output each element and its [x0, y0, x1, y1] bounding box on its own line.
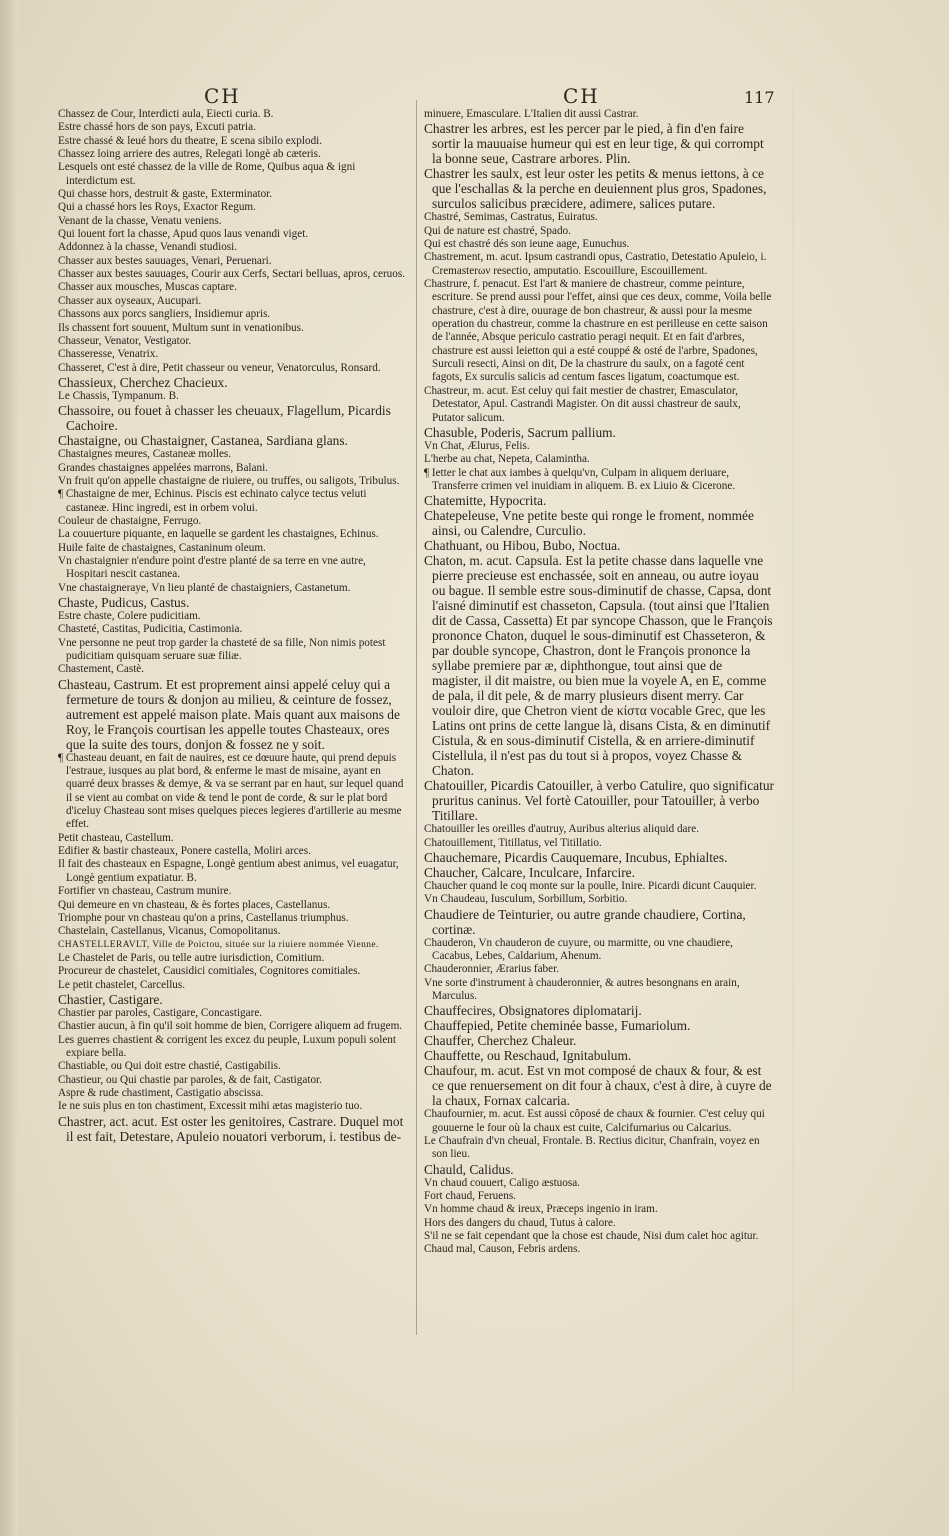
dictionary-entry: Chasser aux bestes sauuages, Courir aux Cerfs, Sectari belluas, apros, ceruos.: [58, 268, 406, 281]
dictionary-entry: Chauffette, ou Reschaud, Ignitabulum.: [424, 1048, 632, 1064]
dictionary-entry: Chastaignes meures, Castaneæ molles.: [58, 448, 232, 461]
dictionary-entry: Chastrer les arbres, est les percer par le pied, à fin d'en faire sortir la mauuaise humeur qui est en leur tige, & qui corrompt la bonne seue, Castrare arbores. Plin.: [424, 121, 764, 167]
dictionary-entry: Chasseret, C'est à dire, Petit chasseur ou veneur, Venatorculus, Ronsard.: [58, 361, 381, 374]
dictionary-entry: Grandes chastaignes appelées marrons, Balani.: [58, 461, 269, 474]
dictionary-entry: Chauffer, Cherchez Chaleur.: [424, 1033, 577, 1049]
dictionary-entry: Ie ne suis plus en ton chastiment, Excessit mihi ætas magisterio tuo.: [58, 1100, 363, 1113]
right-running-head: CH: [563, 84, 600, 108]
dictionary-entry: Chathuant, ou Hibou, Bubo, Noctua.: [424, 538, 621, 554]
dictionary-entry: ¶ Chasteau deuant, en fait de nauires, est ce dœuure haute, qui prend depuis l'estraue, iusques au plat bord, & enferme le mast de misaine, ayant en quarré deux brasses & demye, & va se serrant par en haut, sur lequel quand il se vient au combat on vide & tend le pont de corde, & sur le plat bord d'iceluy Chasteau sont mises quelques pieces legieres d'artillerie au mesme effet.: [58, 751, 404, 831]
dictionary-entry: La couuerture piquante, en laquelle se gardent les chastaignes, Echinus.: [58, 528, 379, 541]
dictionary-entry: Chasseresse, Venatrix.: [58, 348, 159, 361]
dictionary-entry: Chastrer les saulx, est leur oster les petits & menus iettons, à ce que l'eschallas & la perche en deuiennent plus gros, Spadones, surculos salicibus præcidere, adimere, salices putare.: [424, 166, 767, 212]
dictionary-entry: Huile faite de chastaignes, Castaninum oleum.: [58, 541, 266, 554]
dictionary-entry: Vn Chat, Ælurus, Felis.: [424, 439, 530, 452]
dictionary-entry: Chaucher quand le coq monte sur la poulle, Inire. Picardi dicunt Cauquier.: [424, 879, 757, 892]
dictionary-entry: Chassez de Cour, Interdicti aula, Eiecti curia. B.: [58, 108, 274, 120]
dictionary-entry: Addonnez à la chasse, Venandi studiosi.: [58, 241, 238, 254]
right-column: [424, 108, 774, 1257]
dictionary-entry: Vne personne ne peut trop garder la chasteté de sa fille, Non nimis potest pudicitiam quisquam seruare suæ filiæ.: [58, 636, 386, 663]
dictionary-entry: Le Chassis, Tympanum. B.: [58, 389, 179, 402]
dictionary-entry: ¶ Ietter le chat aux iambes à quelqu'vn, Culpam in aliquem deriuare, Transferre crimen vel inuidiam in aliquem. B. ex Liuio & Cicerone.: [424, 466, 736, 492]
dictionary-entry: Chastré, Semimas, Castratus, Euiratus.: [424, 211, 598, 224]
dictionary-entry: Hors des dangers du chaud, Tutus à calore.: [424, 1216, 616, 1229]
dictionary-entry: Qui chasse hors, destruit & gaste, Exterminator.: [58, 188, 273, 201]
dictionary-entry: Chasteau, Castrum. Et est proprement ainsi appelé celuy qui a fermeture de tours & donjon au milieu, & ceinture de fossez, autrement est appelé maison plate. Mais quant aux maisons de Roy, le François courtisan les appelle toutes Chasteaux, ores que la suite des tours, donjon & fossez ne y soit.: [58, 676, 400, 752]
dictionary-entry: Chauderon, Vn chauderon de cuyure, ou marmitte, ou vne chaudiere, Cacabus, Lebes, Caldarium, Ahenum.: [424, 936, 733, 962]
dictionary-entry: Petit chasteau, Castellum.: [58, 831, 174, 844]
dictionary-entry: Le Chaufrain d'vn cheual, Frontale. B. Rectius dicitur, Chanfrain, voyez en son lieu.: [424, 1135, 760, 1161]
dictionary-entry: Chasseur, Venator, Vestigator.: [58, 334, 192, 347]
dictionary-entry: Chastrure, f. penacut. Est l'art & maniere de chastreur, comme peinture, escriture. Se prend aussi pour l'effet, ainsi que ces deux, comme, Voila belle chastrure, c'est à dire, ouurage de bon chastreur, & aussi pour la mesme operation du chastreur, comme la chastrure en est perilleuse en cette saison de l'année, Absque periculo castratio peragi nequit. Et en fait d'arbres, chastrure est aussi leietton qui a esté couppé & osté de l'arbre, Spadones, Surculi resecti, Ainsi on dit, De la chastrure du saulx, on a fagoté cent fagots, Ex surculis salicis ad centum fasces ligatum, coactumque est.: [424, 278, 772, 384]
dictionary-entry: Chatepeleuse, Vne petite beste qui ronge le froment, nommée ainsi, ou Calendre, Curculio.: [424, 508, 754, 539]
dictionary-entry: Vn Chaudeau, Iusculum, Sorbillum, Sorbitio.: [424, 893, 628, 906]
left-running-head: CH: [204, 84, 241, 108]
dictionary-entry: Chauderonnier, Ærarius faber.: [424, 963, 559, 976]
binding-gutter: [0, 0, 18, 1536]
dictionary-entry: Vne chastaigneraye, Vn lieu planté de chastaigniers, Castanetum.: [58, 581, 351, 594]
dictionary-entry: Chastreur, m. acut. Est celuy qui fait mestier de chastrer, Emasculator, Detestator, Apul. Castrandi Magister. On dit aussi chastreur de saulx, Putator salicum.: [424, 384, 741, 424]
dictionary-entry: Vn fruit qu'on appelle chastaigne de riuiere, ou truffes, ou saligots, Tribulus.: [58, 474, 400, 487]
dictionary-entry: Chasser aux bestes sauuages, Venari, Peruenari.: [58, 254, 272, 267]
dictionary-entry: Chastement, Castè.: [58, 663, 145, 676]
left-column: [58, 108, 408, 1144]
dictionary-entry: Chaufournier, m. acut. Est aussi côposé de chaux & fournier. C'est celuy qui gouuerne le four où la chaux est cuite, Calcifurnarius ou Calcarius.: [424, 1108, 765, 1134]
dictionary-entry: Chaucher, Calcare, Inculcare, Infarcire.: [424, 864, 635, 880]
dictionary-entry: Fortifier vn chasteau, Castrum munire.: [58, 885, 232, 898]
dictionary-entry: Chasteté, Castitas, Pudicitia, Castimonia.: [58, 623, 243, 636]
dictionary-entry: Chauffecires, Obsignatores diplomatarij.: [424, 1003, 642, 1019]
dictionary-entry: Chaudiere de Teinturier, ou autre grande chaudiere, Cortina, cortinæ.: [424, 906, 746, 937]
dictionary-entry: Chastieur, ou Qui chastie par paroles, & de fait, Castigator.: [58, 1073, 322, 1086]
dictionary-entry: Chatouillement, Titillatus, vel Titillatio.: [424, 836, 602, 849]
dictionary-entry: Chastrement, m. acut. Ipsum castrandi opus, Castratio, Detestatio Apuleio, i. Cremasterων resectio, amputatio. Escouillure, Escouillement.: [424, 251, 767, 277]
dictionary-entry: Vne sorte d'instrument à chauderonnier, & autres besongnans en arain, Marculus.: [424, 976, 740, 1002]
dictionary-entry: Chauffepied, Petite cheminée basse, Fumariolum.: [424, 1018, 691, 1034]
dictionary-entry: Chastier aucun, à fin qu'il soit homme de bien, Corrigere aliquem ad frugem.: [58, 1020, 403, 1033]
dictionary-entry: Il fait des chasteaux en Espagne, Longè gentium abest animus, vel euagatur, Longè gentium expatiatur. B.: [58, 858, 399, 884]
dictionary-entry: Qui de nature est chastré, Spado.: [424, 224, 571, 237]
dictionary-entry: Chaton, m. acut. Capsula. Est la petite chasse dans laquelle vne pierre precieuse est enchassée, soit en anneau, ou autre ioyau ou bague. Il semble estre sous-diminutif de chasse, Capsa, dont l'aisné diminutif est chasseton, Capsula. (tout ainsi que l'Italien dit de Cassa, Cassetta) Et par syncope Chasson, que le François prononce Chaton, duquel le sous-diminutif est Chasseteron, & par double syncope, Chastron, dont le François prononce la syllabe premiere par æ, diphthongue, tout ainsi que de magister, il dit maistre, ou bien mue la voyele A, en E, comme de pala, il dit pele, & de marry plusieurs disent merry. Car vouloir dire, que Chetron vient de κίστα vocable Grec, que les Latins ont prins de cette langue là, disans Cista, & en diminutif Cistula, & en sous-diminutif Cistella, & en arriere-diminutif Cistellula, il n'est pas du tout si à propos, voyez Chasse & Chaton.: [424, 553, 773, 779]
dictionary-entry: S'il ne se fait cependant que la chose est chaude, Nisi dum calet hoc agitur.: [424, 1230, 759, 1243]
dictionary-entry: Chasuble, Poderis, Sacrum pallium.: [424, 424, 616, 440]
page-shading: [792, 90, 795, 1390]
column-divider: [416, 100, 417, 1335]
dictionary-entry: L'herbe au chat, Nepeta, Calamintha.: [424, 453, 590, 466]
dictionary-entry: Lesquels ont esté chassez de la ville de Rome, Quibus aqua & igni interdictum est.: [58, 161, 356, 187]
page-number: 117: [744, 88, 775, 107]
dictionary-entry: Chaufour, m. acut. Est vn mot composé de chaux & four, & est ce que renuersement on dit four à chaux, c'est à dire, à cuyre de la chaux, Fornax calcaria.: [424, 1063, 772, 1109]
dictionary-entry: Qui demeure en vn chasteau, & ès fortes places, Castellanus.: [58, 898, 331, 911]
dictionary-entry: Couleur de chastaigne, Ferrugo.: [58, 514, 202, 527]
dictionary-entry: Qui a chassé hors les Roys, Exactor Regum.: [58, 201, 256, 214]
dictionary-entry: Chatemitte, Hypocrita.: [424, 493, 547, 509]
dictionary-entry: Chaste, Pudicus, Castus.: [58, 595, 190, 610]
dictionary-entry: Chauchemare, Picardis Cauquemare, Incubus, Ephialtes.: [424, 849, 728, 865]
dictionary-entry: Chastier par paroles, Castigare, Concastigare.: [58, 1006, 263, 1019]
dictionary-entry: Chasser aux mousches, Muscas captare.: [58, 281, 237, 294]
dictionary-entry: Chassons aux porcs sangliers, Insidiemur apris.: [58, 308, 271, 321]
dictionary-entry: Venant de la chasse, Venatu veniens.: [58, 214, 222, 227]
dictionary-entry: Chasser aux oyseaux, Aucupari.: [58, 294, 202, 307]
dictionary-entry: Chaud mal, Causon, Febris ardens.: [424, 1243, 581, 1256]
dictionary-entry: Chastelain, Castellanus, Vicanus, Comopolitanus.: [58, 925, 281, 938]
dictionary-entry: Vn homme chaud & ireux, Præceps ingenio in iram.: [424, 1203, 658, 1216]
dictionary-entry: Vn chaud couuert, Caligo æstuosa.: [424, 1176, 580, 1189]
dictionary-entry: Les guerres chastient & corrigent les excez du peuple, Luxum populi solent expiare bella.: [58, 1033, 397, 1059]
dictionary-entry: Chastier, Castigare.: [58, 991, 163, 1007]
dictionary-entry: Chatouiller les oreilles d'autruy, Auribus alterius aliquid dare.: [424, 823, 700, 836]
dictionary-entry: Aspre & rude chastiment, Castigatio abscissa.: [58, 1086, 264, 1099]
dictionary-entry: Chastrer, act. acut. Est oster les genitoires, Castrare. Duquel mot il est fait, Detestare, Apuleio nouatori verborum, i. testibus de-: [58, 1113, 404, 1144]
dictionary-entry: ¶ Chastaigne de mer, Echinus. Piscis est echinato calyce tectus veluti castaneæ. Hinc ingredi, est in orbem volui.: [58, 488, 367, 514]
dictionary-entry: Estre chaste, Colere pudicitiam.: [58, 610, 201, 622]
dictionary-entry: minuere, Emasculare. L'Italien dit aussi Castrar.: [424, 108, 639, 120]
dictionary-entry: Procureur de chastelet, Causidici comitiales, Cognitores comitiales.: [58, 965, 361, 978]
dictionary-entry: Chassoire, ou fouet à chasser les cheuaux, Flagellum, Picardis Cachoire.: [58, 403, 391, 434]
dictionary-entry: Fort chaud, Feruens.: [424, 1190, 516, 1203]
dictionary-entry: Chastaigne, ou Chastaigner, Castanea, Sardiana glans.: [58, 433, 348, 449]
dictionary-entry: Chassez loing arriere des autres, Relegati longè ab cæteris.: [58, 148, 321, 161]
dictionary-entry: Triomphe pour vn chasteau qu'on a prins, Castellanus triumphus.: [58, 911, 349, 924]
dictionary-entry: Le Chastelet de Paris, ou telle autre iurisdiction, Comitium.: [58, 951, 325, 964]
dictionary-entry: Vn chastaignier n'endure point d'estre planté de sa terre en vne autre, Hospitari nescit castanea.: [58, 554, 366, 581]
dictionary-entry: Estre chassé & leué hors du theatre, E scena sibilo explodi.: [58, 134, 323, 147]
dictionary-entry: Chatouiller, Picardis Catouiller, à verbo Catulire, quo significatur pruritus caninus. Vel fortè Catouiller, pour Tatouiller, à verbo Titillare.: [424, 778, 774, 824]
dictionary-entry: Chastiable, ou Qui doit estre chastié, Castigabilis.: [58, 1060, 281, 1073]
dictionary-entry: CHASTELLERAVLT, Ville de Poictou, située sur la riuiere nommée Vienne.: [58, 939, 379, 950]
dictionary-entry: Edifier & bastir chasteaux, Ponere castella, Moliri arces.: [58, 845, 311, 858]
dictionary-entry: Ils chassent fort souuent, Multum sunt in venationibus.: [58, 321, 304, 334]
dictionary-entry: Qui est chastré dés son ieune aage, Eunuchus.: [424, 238, 630, 251]
dictionary-entry: Le petit chastelet, Carcellus.: [58, 978, 186, 991]
dictionary-entry: Chauld, Calidus.: [424, 1161, 514, 1177]
dictionary-entry: Estre chassé hors de son pays, Excuti patria.: [58, 121, 256, 134]
dictionary-entry: Qui louent fort la chasse, Apud quos laus venandi viget.: [58, 228, 309, 241]
dictionary-entry: Chassieux, Cherchez Chacieux.: [58, 374, 228, 390]
